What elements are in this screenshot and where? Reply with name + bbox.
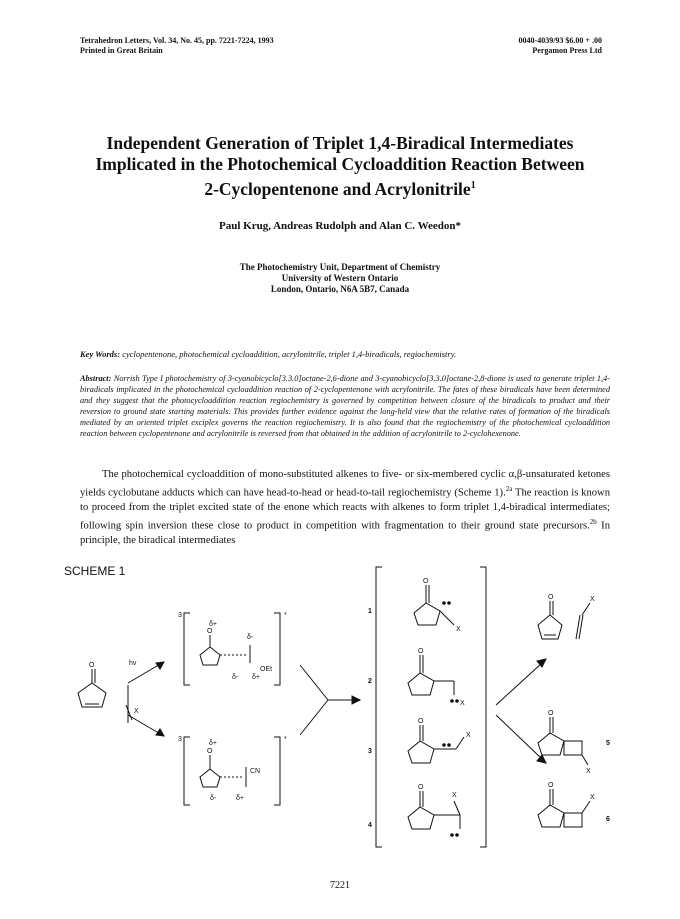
biradical-4-x-label: X [452,792,457,799]
title-line-3: 2-Cyclopentenone and Acrylonitrile [204,178,471,199]
scheme-1-drawing [60,555,640,855]
triplet-label-bottom: 3 [178,736,182,743]
biradical-2-o-label: O [418,648,424,655]
product-number-5: 5 [606,740,610,747]
abstract-text: Norrish Type I photochemistry of 3-cyanobicyclo[3.3.0]octane-2,6-dione and 3-cyanobicyclo[3.3.0]octane-2,8-dione is used to generate triplet 1,4-biradicals implicated in the photochemical cycloaddition reaction of 2-cyclopentenone with acrylonitrile. The fates of these biradicals have been determined and they suggest that the photocycloaddition reaction regiochemistry is governed by competition between closure of the biradicals to product and their reversion to ground state starting materials. This provides further evidence against the long-held view that the relative rates of formation of the biradicals mediated by an oriented triplet exciplex governs the reaction regiochemistry. It is also found that the regiochemistry of the photochemical cycloaddition reaction between cyclopentenone and acrylonitrile is reversed from that obtained in the addition of acrylonitrile to 2-cyclohexenone. [80,374,610,438]
converging-arrow [300,665,360,735]
start-o-label: O [89,662,95,669]
body-paragraph [80,468,610,548]
affiliation-line-1: The Photochemistry Unit, Department of Chemistry [239,262,441,272]
cn-o-label: O [207,748,213,755]
keywords-text: cyclopentenone, photochemical cycloaddition, acrylonitrile, triplet 1,4-biradicals, regiochemistry. [122,349,457,359]
running-header-left [80,36,274,56]
reversion-x-label: X [590,596,595,603]
body-text-3: In principle, the biradical intermediates [80,520,610,546]
biradical-number-3: 3 [368,748,372,755]
affiliation-line-3: London, Ontario, N6A 5B7, Canada [270,284,410,294]
publisher: Pergamon Press Ltd [532,46,602,55]
product-number-6: 6 [606,816,610,823]
keywords-label: Key Words: [80,349,121,359]
product-6-o-label: O [548,782,554,789]
product-5 [538,710,610,775]
delta-plus-top: δ+ [209,621,217,628]
delta-minus-top: δ- [247,634,254,641]
title-footnote-mark: 1 [470,180,476,191]
scheme-title: SCHEME 1 [64,564,126,578]
excited-star-top: * [284,612,287,619]
body-text-1: The photochemical cycloaddition of mono-substituted alkenes to five- or six-membered cyclic α,β-unsaturated ketones yields cyclobutane adducts which can have head-to-head or head-to-tail regiochemistry (Scheme 1). [80,469,610,499]
authors: Paul Krug, Andreas Rudolph and Alan C. Weedon* [219,220,461,232]
delta-plus-bottom: δ+ [209,740,217,747]
abstract-label: Abstract: [80,374,112,383]
citation-2b: 2b [589,518,597,527]
cyclopentenone-structure [78,662,106,707]
alkene-x-label: X [134,708,139,715]
hv-label: hv [129,660,137,667]
running-header-right [519,36,602,56]
delta-plus-right: δ+ [252,674,260,681]
reversion-products [538,594,595,639]
biradical-1-x-label: X [456,626,461,633]
title-line-2: Implicated in the Photochemical Cycloaddition Reaction Between [95,154,585,174]
biradical-4-o-label: O [418,784,424,791]
page-number: 7221 [330,880,350,891]
product-5-o-label: O [548,710,554,717]
biradical-1-o-label: O [423,578,429,585]
biradical-column [368,567,486,847]
title-line-1: Independent Generation of Triplet 1,4-Biradical Intermediates [106,133,574,153]
reversion-o-label: O [548,594,554,601]
keywords [80,349,600,359]
biradical-number-1: 1 [368,608,372,615]
price-code: 0040-4039/93 $6.00 + .00 [518,36,602,45]
product-arrows [496,659,546,763]
affiliation [60,262,620,295]
citation-2a: 2a [505,485,513,494]
exciplex-cn [178,736,287,805]
journal-citation: Tetrahedron Letters, Vol. 34, No. 45, pp. 7221-7224, 1993 [80,36,274,45]
printed-in: Printed in Great Britain [80,46,163,55]
delta-minus-bottom-left: δ- [232,674,239,681]
biradical-2-x-label: X [460,700,465,707]
affiliation-line-2: University of Western Ontario [281,273,399,283]
oet-label: OEt [260,666,273,673]
biradical-number-2: 2 [368,678,372,685]
photoreaction-arrow [126,660,164,736]
triplet-label-top: 3 [178,612,182,619]
scheme-1 [60,555,640,855]
excited-star-bottom: * [284,736,287,743]
product-6-x-label: X [590,794,595,801]
exciplex-oet [178,612,287,685]
oet-o-label: O [207,628,213,635]
delta-minus-lower: δ- [210,795,217,802]
body-text-2: The reaction is known to proceed from the triplet excited state of the enone which reacts with alkenes to form triplet 1,4-biradical intermediates; following spin inversion these close to product in competition with fragmentation to their ground state precursors. [80,487,610,532]
product-5-x-label: X [586,768,591,775]
paper-title [60,133,620,200]
abstract [80,373,610,439]
delta-plus-lower: δ+ [236,795,244,802]
biradical-3-o-label: O [418,718,424,725]
cn-label: CN [250,768,261,775]
biradical-number-4: 4 [368,822,372,829]
product-6 [538,782,610,827]
biradical-3-x-label: X [466,732,471,739]
